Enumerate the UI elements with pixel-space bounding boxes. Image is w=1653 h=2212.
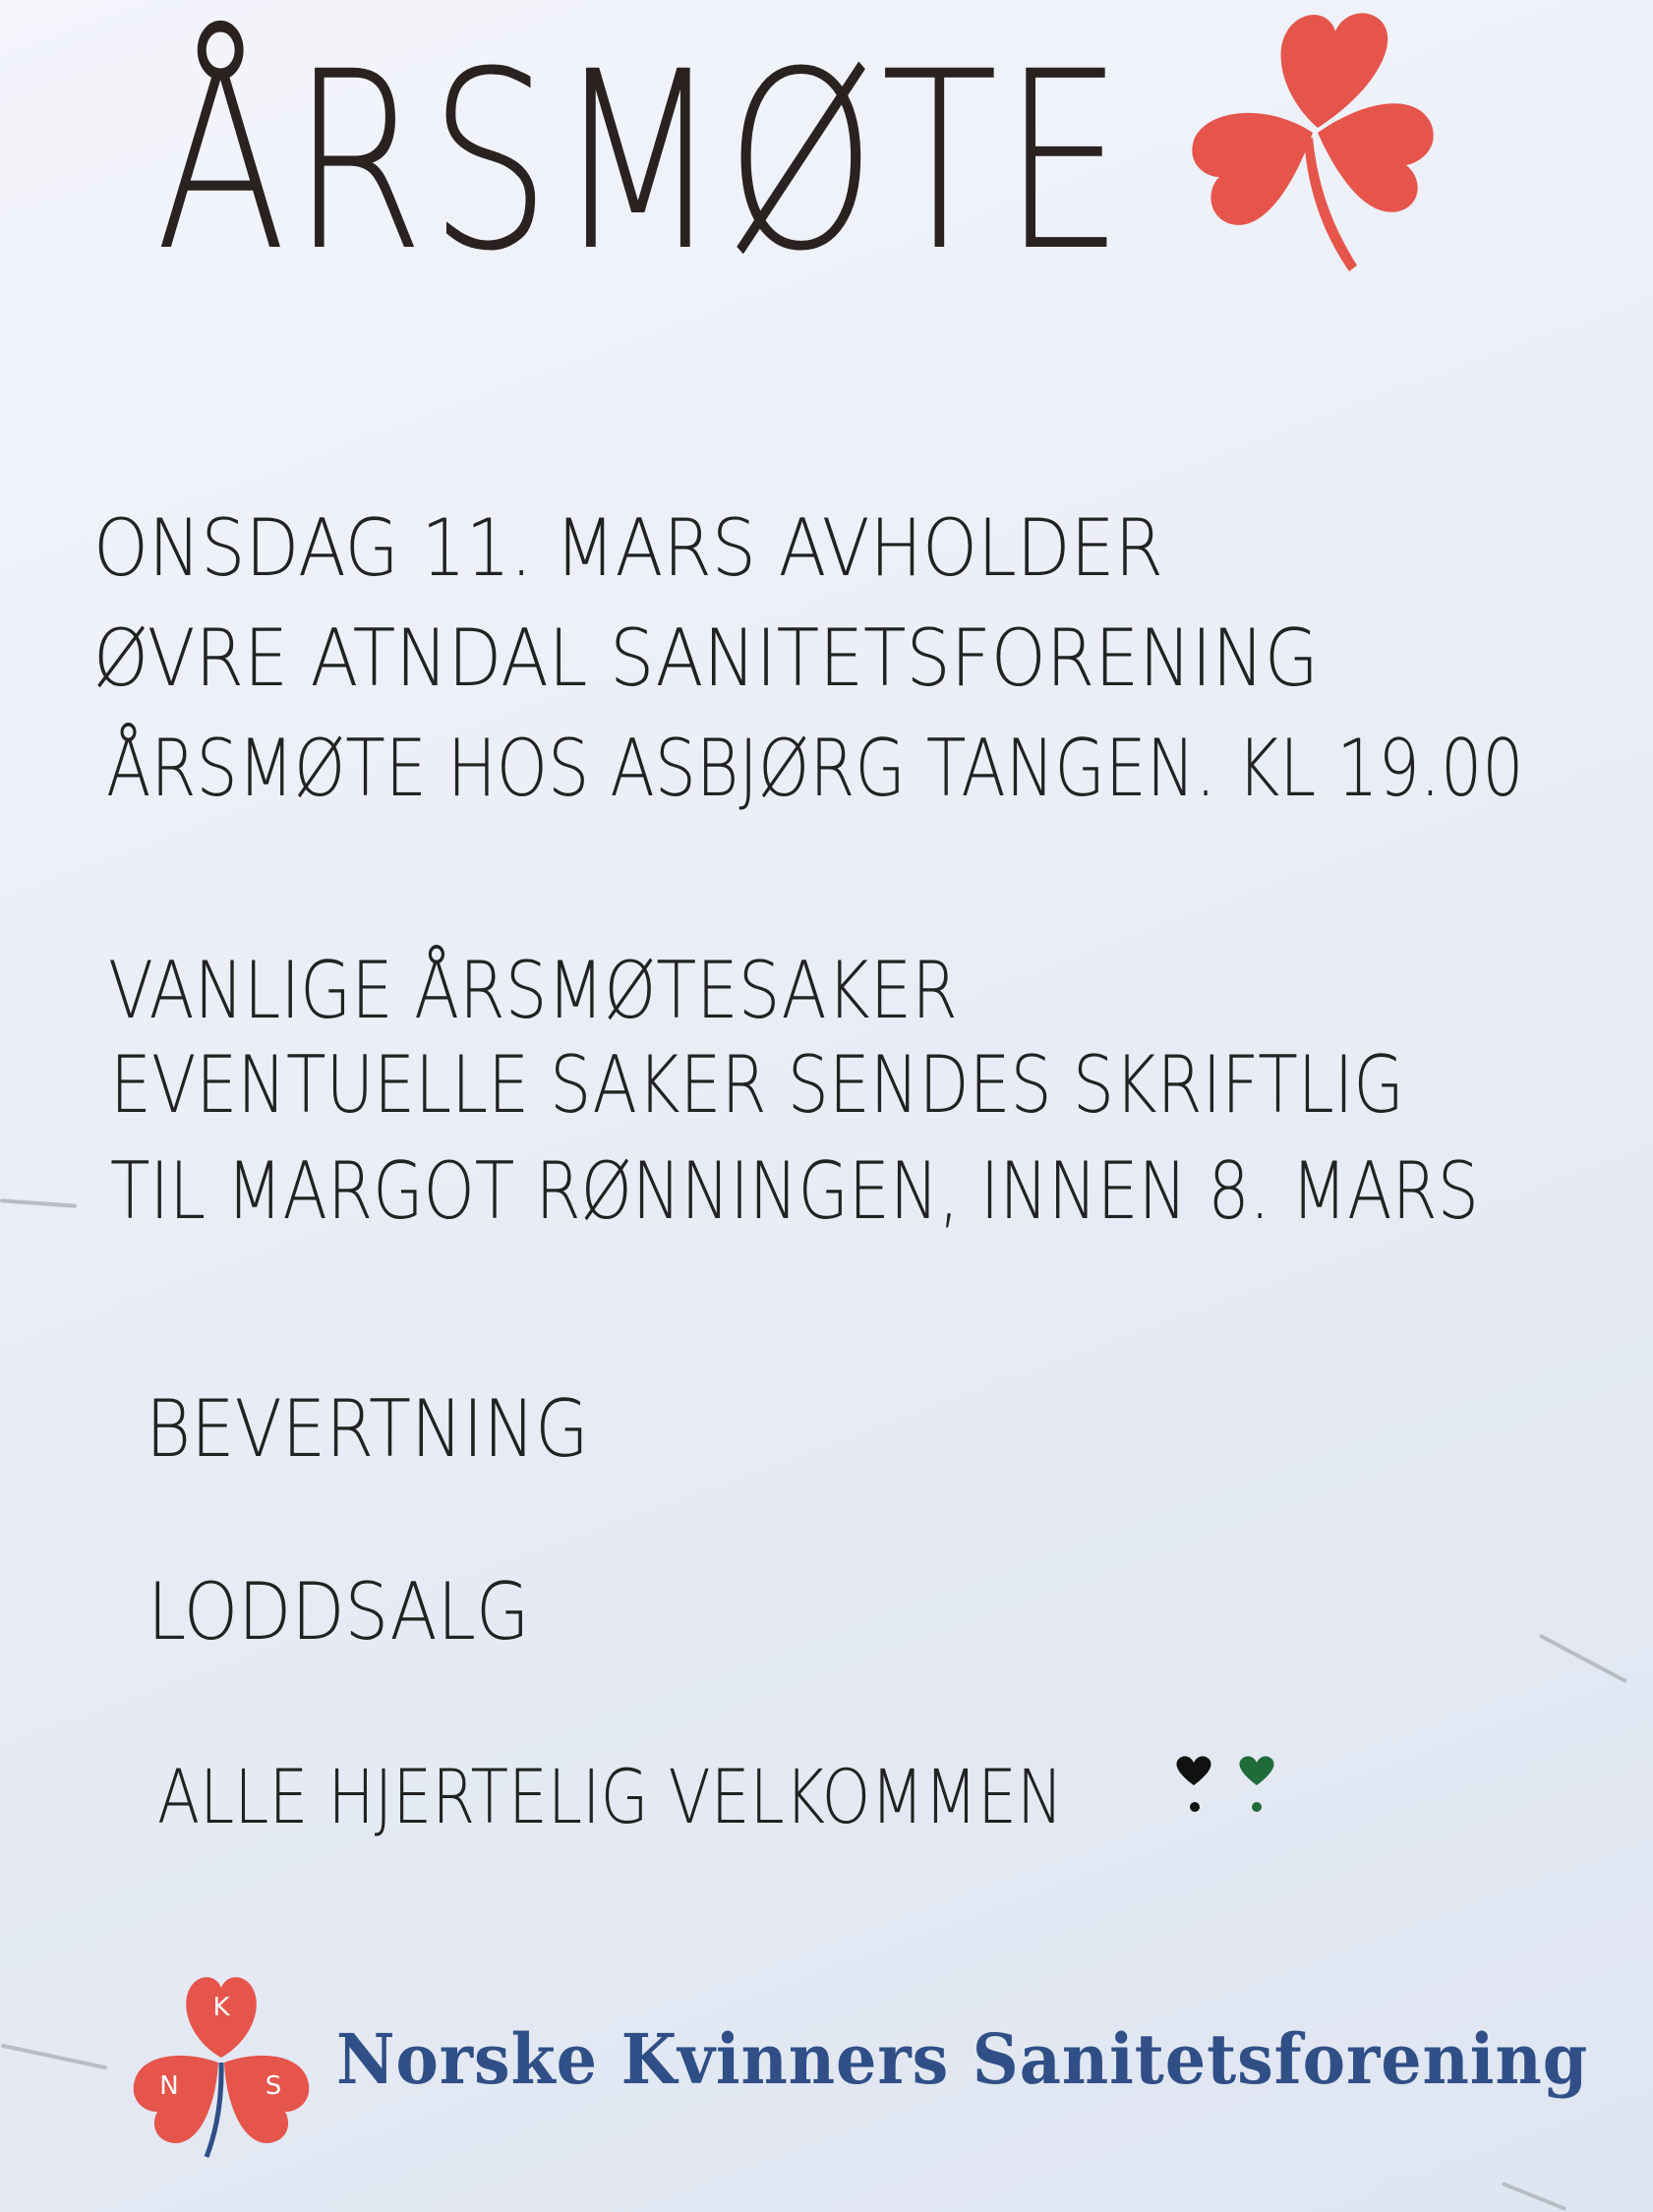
notice-line-agenda: VANLIGE ÅRSMØTESAKER (108, 945, 958, 1036)
logo-letter-k: K (212, 1993, 230, 2022)
staple (1502, 2182, 1566, 2211)
green-heart-icon (1239, 1756, 1273, 1812)
staple (1, 2044, 107, 2070)
logo-letter-n: N (159, 2071, 179, 2101)
staple (0, 1198, 77, 1207)
notice-line-submissions: EVENTUELLE SAKER SENDES SKRIFTLIG (110, 1039, 1404, 1131)
notice-line-date: ONSDAG 11. MARS AVHOLDER (93, 502, 1164, 594)
notice-line-refreshments: BEVERTNING (146, 1383, 589, 1475)
organization-name: Norske Kvinners Sanitetsforening (336, 2018, 1589, 2100)
notice-line-raffle: LODDSALG (148, 1566, 530, 1658)
hearts-decoration (1168, 1752, 1296, 1823)
notice-line-location-time: ÅRSMØTE HOS ASBJØRG TANGEN. KL 19.00 (106, 723, 1524, 814)
nks-clover-logo (128, 1964, 315, 2161)
notice-line-organization: ØVRE ATNDAL SANITETSFORENING (93, 612, 1319, 704)
black-heart-icon (1176, 1756, 1210, 1812)
page-title: ÅRSMØTE (155, 19, 1129, 305)
staple (1539, 1634, 1627, 1683)
logo-letter-s: S (265, 2071, 282, 2101)
notice-line-deadline: TIL MARGOT RØNNINGEN, INNEN 8. MARS (110, 1145, 1479, 1237)
clover-icon (1170, 0, 1455, 285)
notice-line-welcome: ALLE HJERTELIG VELKOMMEN (157, 1753, 1064, 1840)
